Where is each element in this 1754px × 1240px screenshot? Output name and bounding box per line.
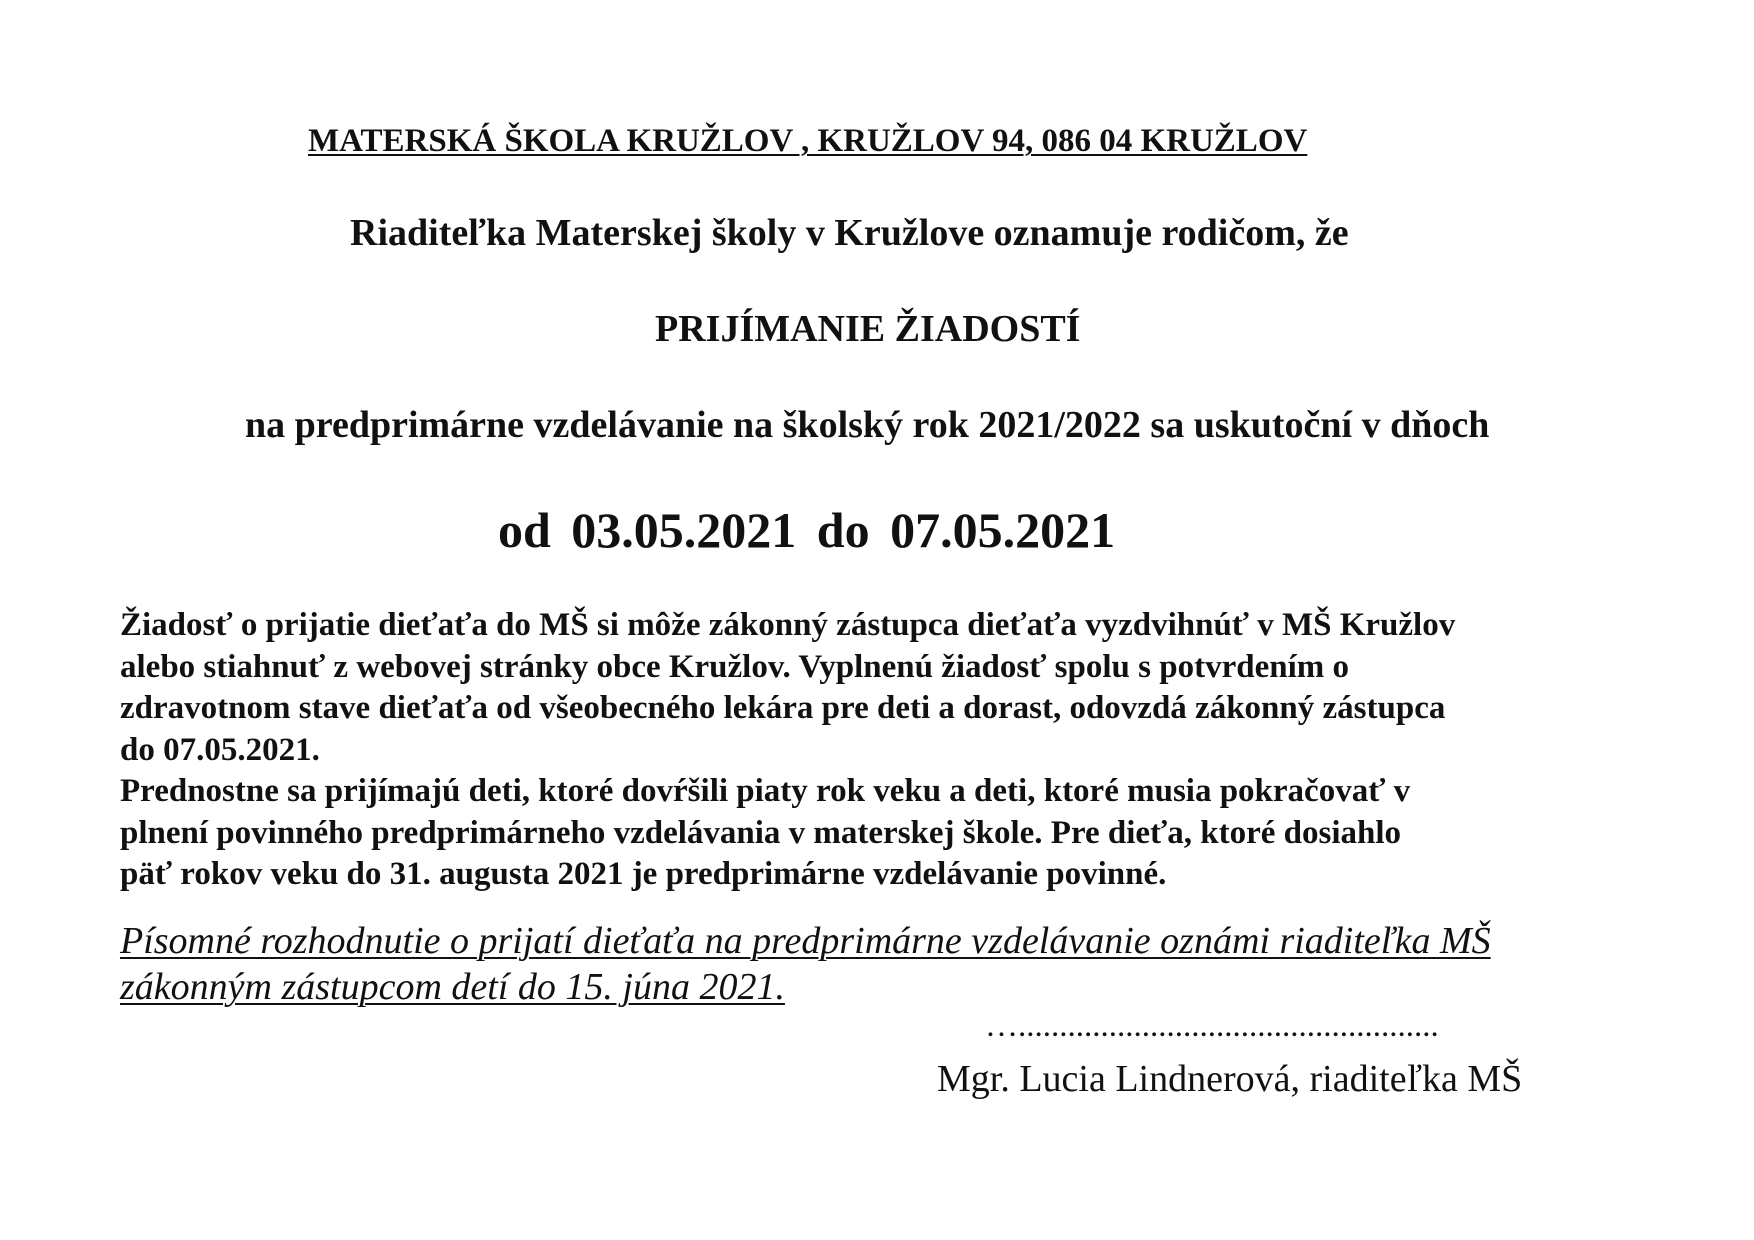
school-header: MATERSKÁ ŠKOLA KRUŽLOV , KRUŽLOV 94, 086 04 KRUŽLOV bbox=[308, 123, 1308, 159]
body-line: zdravotnom stave dieťaťa od všeobecného lekára pre deti a dorast, odovzdá zákonný zástupca bbox=[120, 690, 1446, 726]
body-line: plnení povinného predprimárneho vzdelávania v materskej škole. Pre dieťa, ktoré dosiahlo bbox=[120, 814, 1402, 851]
decision-notice bbox=[120, 918, 1660, 1010]
decision-notice-line: zákonným zástupcom detí do 15. júna 2021. bbox=[120, 966, 785, 1008]
body-line: Žiadosť o prijatie dieťaťa do MŠ si môže zákonný zástupca dieťaťa vyzdvihnúť v MŠ Kružlov bbox=[120, 607, 1456, 643]
body-line: do 07.05.2021. bbox=[120, 731, 320, 768]
body-line: Prednostne sa prijímajú deti, ktoré dovŕšili piaty rok veku a deti, ktoré musia pokračovať v bbox=[120, 773, 1411, 809]
body-line: alebo stiahnuť z webovej stránky obce Kružlov. Vyplnenú žiadosť spolu s potvrdením o bbox=[120, 648, 1349, 685]
body-line: päť rokov veku do 31. augusta 2021 je predprimárne vzdelávanie povinné. bbox=[120, 856, 1167, 892]
body-paragraph bbox=[120, 605, 1660, 896]
announcement-subject: na predprimárne vzdelávanie na školský rok 2021/2022 sa uskutoční v dňoch bbox=[245, 404, 1490, 446]
signature-name: Mgr. Lucia Lindnerová, riaditeľka MŠ bbox=[937, 1058, 1523, 1100]
date-range: od 03.05.2021 do 07.05.2021 bbox=[498, 502, 1116, 558]
announcement-intro: Riaditeľka Materskej školy v Kružlove oznamuje rodičom, že bbox=[350, 212, 1349, 254]
signature-line: …................................................... bbox=[985, 1008, 1439, 1044]
announcement-title: PRIJÍMANIE ŽIADOSTÍ bbox=[655, 308, 1081, 350]
decision-notice-line: Písomné rozhodnutie o prijatí dieťaťa na predprimárne vzdelávanie oznámi riaditeľka MŠ bbox=[120, 920, 1491, 962]
